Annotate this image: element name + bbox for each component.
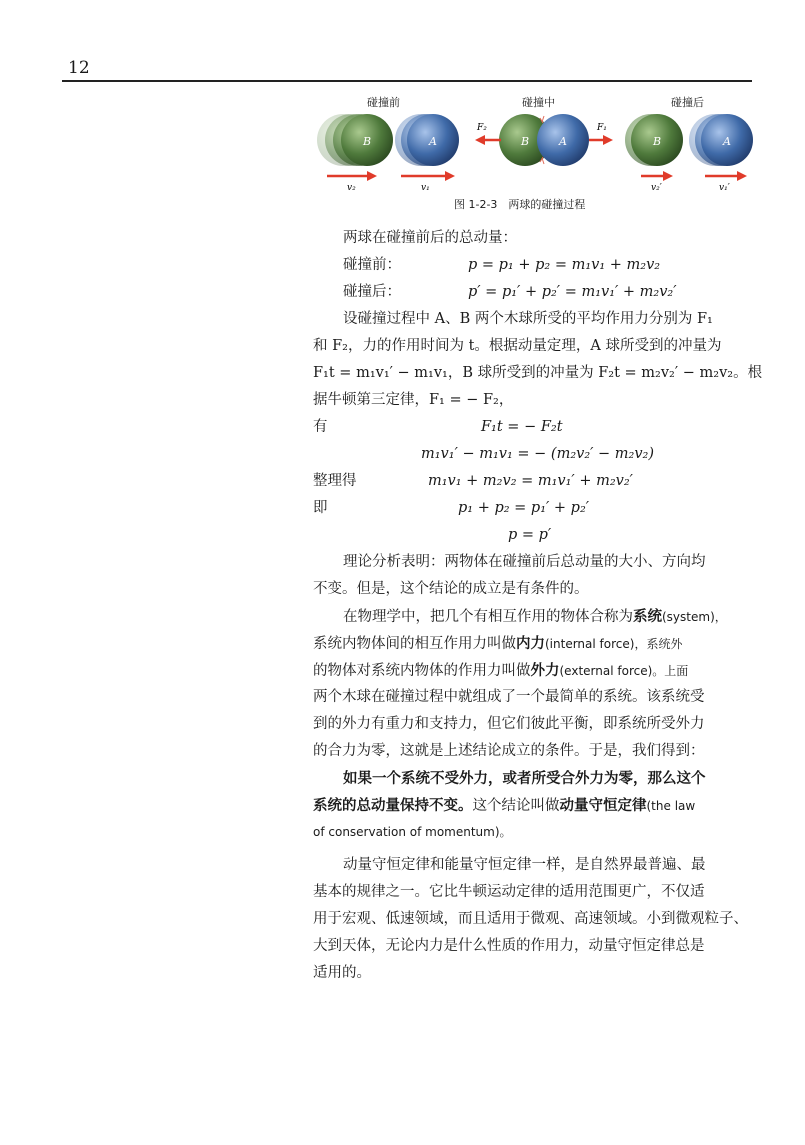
ball-b-after: [625, 114, 683, 166]
law-line3: of conservation of momentum)。: [313, 825, 512, 839]
para3-line6: 的合力为零，这就是上述结论成立的条件。于是，我们得到：: [313, 743, 705, 759]
para1-line2: 和 F₂，力的作用时间为 t。根据动量定理，A 球所受到的冲量为: [313, 338, 722, 354]
para5-line2: 基本的规律之一。它比牛顿运动定律的适用范围更广，不仅适: [313, 884, 705, 900]
body-text: [313, 225, 763, 987]
equation-4: p₁ + p₂ = p₁′ + p₂′: [458, 500, 590, 516]
v2p-label: v₂′: [651, 183, 662, 193]
para3-line1c: (system)，: [662, 610, 727, 624]
law-line2a: 系统的总动量保持不变。: [313, 797, 473, 814]
para3-line3c: (external force)。上面: [559, 664, 689, 678]
svg-text:B: B: [652, 135, 662, 148]
para2-line2: 不变。但是，这个结论的成立是有条件的。: [313, 581, 589, 597]
para3-line4: 两个木球在碰撞过程中就组成了一个最简单的系统。该系统受: [313, 689, 705, 705]
ball-a-during: [537, 114, 589, 166]
ball-a-after: [689, 114, 753, 166]
equation-5: p = p′: [508, 527, 552, 543]
para1-line4: 据牛顿第三定律，F₁ = − F₂，: [313, 392, 514, 408]
v1-label: v₁: [421, 183, 430, 193]
after-label: 碰撞后：: [343, 284, 401, 300]
law-line2b: 这个结论叫做: [472, 798, 560, 814]
ball-b-before: [317, 114, 393, 166]
term-system: 系统: [633, 608, 662, 625]
before-label: 碰撞前：: [343, 257, 401, 273]
para3-line5: 到的外力有重力和支持力，但它们彼此平衡，即系统所受外力: [313, 716, 705, 732]
svg-text:A: A: [559, 135, 567, 148]
equation-3: m₁v₁ + m₂v₂ = m₁v₁′ + m₂v₂′: [428, 473, 633, 489]
intro-line: 两球在碰撞前后的总动量：: [343, 230, 517, 246]
you-label: 有: [313, 419, 328, 435]
ball-a-label: A: [429, 135, 437, 148]
law-line2d: (the law: [646, 799, 696, 813]
header-rule: [62, 80, 752, 82]
equation-1: F₁t = − F₂t: [481, 419, 563, 435]
para5-line1: 动量守恒定律和能量守恒定律一样，是自然界最普遍、最: [343, 857, 706, 873]
label-before: 碰撞前: [367, 96, 400, 109]
para3-line2c: (internal force)，系统外: [545, 637, 683, 651]
para5-line3: 用于宏观、低速领域，而且适用于微观、高速领域。小到微观粒子、: [313, 911, 748, 927]
v1p-label: v₁′: [719, 183, 730, 193]
figure-caption: 图 1-2-3 两球的碰撞过程: [454, 198, 586, 211]
label-during: 碰撞中: [522, 96, 555, 109]
para2-line1: 理论分析表明：两物体在碰撞前后总动量的大小、方向均: [343, 554, 706, 570]
para5-line4: 大到天体，无论内力是什么性质的作用力，动量守恒定律总是: [313, 938, 705, 954]
page-number: 12: [68, 58, 90, 78]
para5-line5: 适用的。: [313, 965, 371, 981]
svg-text:A: A: [723, 135, 731, 148]
para3-line2a: 系统内物体间的相互作用力叫做: [313, 636, 516, 652]
ji-label: 即: [313, 500, 328, 516]
term-external-force: 外力: [530, 662, 560, 679]
para3-line1a: 在物理学中，把几个有相互作用的物体合称为: [343, 609, 633, 625]
ball-a-before: [395, 114, 459, 166]
law-line1: 如果一个系统不受外力，或者所受合外力为零，那么这个: [343, 770, 706, 787]
ball-b-label: B: [362, 135, 372, 148]
f1-label: F₁: [597, 123, 607, 133]
label-after: 碰撞后: [671, 96, 704, 109]
term-momentum-conservation: 动量守恒定律: [559, 797, 647, 814]
zhengli-label: 整理得: [313, 473, 357, 489]
para3-line3a: 的物体对系统内物体的作用力叫做: [313, 663, 531, 679]
v2-label: v₂: [347, 183, 356, 193]
para1-line3: F₁t = m₁v₁′ − m₁v₁，B 球所受到的冲量为 F₂t = m₂v₂′ − m₂v₂。根: [313, 365, 763, 381]
before-equation: p = p₁ + p₂ = m₁v₁ + m₂v₂: [468, 257, 661, 273]
svg-text:B: B: [520, 135, 530, 148]
term-internal-force: 内力: [516, 635, 545, 652]
f2-label: F₂: [477, 123, 487, 133]
after-equation: p′ = p₁′ + p₂′ = m₁v₁′ + m₂v₂′: [468, 284, 677, 300]
equation-2: m₁v₁′ − m₁v₁ = − (m₂v₂′ − m₂v₂): [421, 446, 655, 462]
para1-line1: 设碰撞过程中 A、B 两个木球所受的平均作用力分别为 F₁: [343, 311, 713, 327]
